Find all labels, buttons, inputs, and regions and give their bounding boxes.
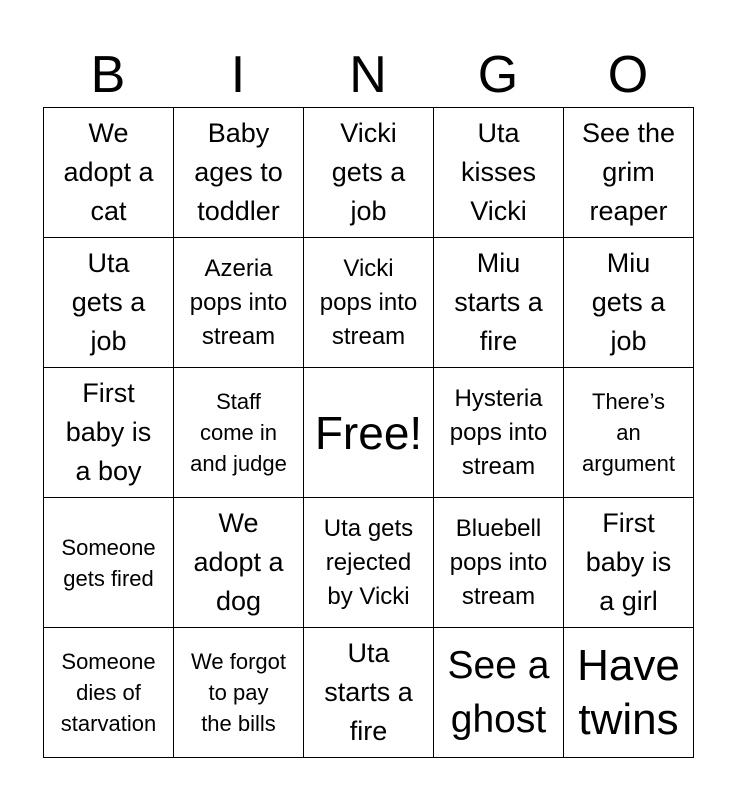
cell-text: Hysteria pops into stream — [449, 384, 548, 480]
cell-text: Have twins — [577, 640, 680, 744]
header-letter-o: O — [607, 46, 649, 104]
bingo-cell[interactable] — [44, 628, 174, 758]
bingo-header — [43, 42, 693, 108]
bingo-cell[interactable] — [564, 108, 694, 238]
bingo-cell[interactable] — [44, 368, 174, 498]
free-space[interactable] — [304, 368, 434, 498]
cell-text: We forgot to pay the bills — [191, 649, 286, 736]
bingo-cell[interactable] — [564, 498, 694, 628]
bingo-cell[interactable] — [564, 368, 694, 498]
bingo-cell[interactable] — [174, 628, 304, 758]
free-space-text: Free! — [314, 406, 423, 459]
bingo-cell[interactable] — [174, 108, 304, 238]
cell-text: Someone dies of starvation — [60, 649, 157, 736]
bingo-cell[interactable] — [434, 238, 564, 368]
cell-text: There’s an argument — [582, 389, 675, 476]
cell-text: Uta kisses Vicki — [460, 118, 536, 226]
bingo-cell[interactable] — [564, 628, 694, 758]
cell-text: See a ghost — [447, 643, 550, 741]
cell-text: Uta gets a job — [71, 248, 146, 356]
cell-text: Vicki pops into stream — [319, 254, 418, 350]
cell-text: Baby ages to toddler — [194, 118, 283, 226]
bingo-cell[interactable] — [44, 498, 174, 628]
cell-text: First baby is a girl — [585, 508, 672, 616]
cell-text: We adopt a cat — [63, 118, 154, 226]
bingo-cell[interactable] — [174, 498, 304, 628]
bingo-cell[interactable] — [304, 628, 434, 758]
bingo-cell[interactable] — [434, 498, 564, 628]
cell-text: Azeria pops into stream — [189, 254, 288, 350]
cell-text: Someone gets fired — [61, 534, 156, 591]
cell-text: First baby is a boy — [65, 378, 152, 486]
bingo-board — [43, 107, 694, 758]
header-letter-g: G — [477, 46, 519, 104]
cell-text: See the grim reaper — [581, 118, 676, 226]
cell-text: Vicki gets a job — [331, 118, 406, 226]
bingo-cell[interactable] — [434, 368, 564, 498]
bingo-cell[interactable] — [174, 368, 304, 498]
header-letter-b: B — [90, 46, 126, 104]
cell-text: Bluebell pops into stream — [449, 514, 548, 610]
bingo-cell[interactable] — [564, 238, 694, 368]
bingo-cell[interactable] — [44, 238, 174, 368]
bingo-cell[interactable] — [304, 108, 434, 238]
bingo-cell[interactable] — [44, 108, 174, 238]
cell-text: Miu gets a job — [591, 248, 666, 356]
bingo-cell[interactable] — [304, 238, 434, 368]
bingo-cell[interactable] — [434, 108, 564, 238]
bingo-cell[interactable] — [304, 498, 434, 628]
cell-text: We adopt a dog — [193, 508, 284, 616]
bingo-cell[interactable] — [434, 628, 564, 758]
bingo-cell[interactable] — [174, 238, 304, 368]
cell-text: Miu starts a fire — [454, 248, 543, 356]
cell-text: Staff come in and judge — [190, 389, 287, 476]
cell-text: Uta gets rejected by Vicki — [323, 514, 414, 610]
cell-text: Uta starts a fire — [324, 638, 413, 746]
header-letter-i: I — [230, 46, 246, 104]
header-letter-n: N — [349, 46, 387, 104]
